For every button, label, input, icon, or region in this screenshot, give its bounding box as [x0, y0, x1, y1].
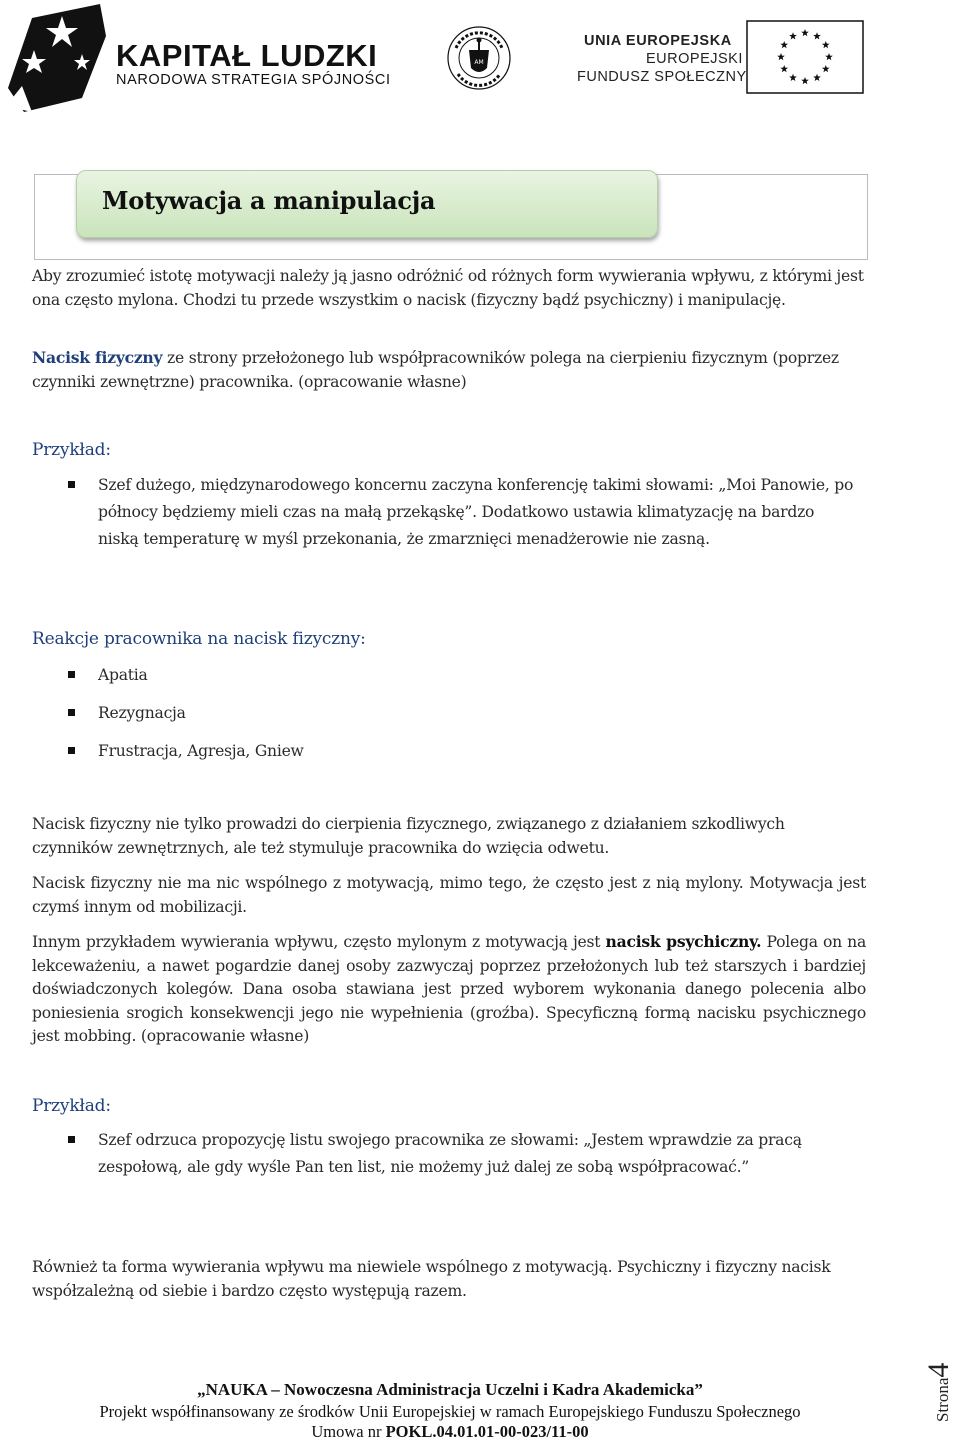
example-item: Szef dużego, międzynarodowego koncernu zaczyna konferencję takimi słowami: „Moi Panowie, po północy będziemy mieli czas na małą przekąskę”. Dodatkowo ustawia klimatyzację na bardzo niską temperaturę w myśl przekonania, że zmarznięci menadżerowie nie zasną. — [98, 476, 854, 548]
list-item: Apatia — [98, 666, 148, 684]
bullet-icon — [68, 481, 75, 488]
example-item-2: Szef odrzuca propozycję listu swojego pracownika ze słowami: „Jestem wprawdzie za pracą zespołową, ale gdy wyśle Pan ten list, nie możemy już dalej ze sobą współpracować.” — [98, 1131, 802, 1176]
akademia-morska-logo-icon — [446, 20, 512, 94]
kapital-ludzki-title: KAPITAŁ LUDZKI — [116, 38, 378, 73]
ue-subtitle-1: EUROPEJSKI — [646, 51, 743, 67]
example-heading: Przykład: — [32, 440, 111, 460]
eu-flag-icon — [746, 20, 864, 94]
nacisk-fizyczny-text: ze strony przełożonego lub współpracowników polega na cierpieniu fizycznym (poprzez czynniki zewnętrzne) pracownika. (opracowanie własne) — [32, 349, 839, 391]
page-number: Strona4 — [922, 1362, 955, 1422]
paragraph-3: Innym przykładem wywierania wpływu, często mylonym z motywacją jest nacisk psychiczny. Polega on na lekceważeniu, a nawet pogardzie danej osoby zazwyczaj poprzez przełożonych lub też starszych i bardziej doświadczonych kolegów. Dana osoba stawiana jest przed wyborem wykonania danego polecenia albo poniesienia srogich konsekwencji jego nie wypełnienia (groźba). Specyficzną formą nacisku psychicznego jest mobbing. (opracowanie własne) — [32, 932, 866, 1045]
footer-project-title: „NAUKA – Nowoczesna Administracja Uczelni i Kadra Akademicka” — [197, 1380, 703, 1399]
bullet-icon — [68, 709, 75, 716]
bullet-icon — [68, 747, 75, 754]
list-item: Frustracja, Agresja, Gniew — [98, 742, 304, 760]
example-heading-2: Przykład: — [32, 1096, 111, 1116]
ue-subtitle-2: FUNDUSZ SPOŁECZNY — [577, 69, 747, 85]
bullet-icon — [68, 671, 75, 678]
footer-contract: Umowa nr POKL.04.01.01-00-023/11-00 — [311, 1422, 589, 1441]
reactions-heading: Reakcje pracownika na nacisk fizyczny: — [32, 629, 366, 649]
kapital-ludzki-logo-icon — [2, 2, 112, 114]
footer-cofinanced: Projekt współfinansowany ze środków Unii Europejskiej w ramach Europejskiego Funduszu Społecznego — [99, 1402, 801, 1421]
svg-text:AM: AM — [474, 59, 484, 66]
list-item: Rezygnacja — [98, 704, 186, 722]
closing-paragraph: Również ta forma wywierania wpływu ma niewiele wspólnego z motywacją. Psychiczny i fizyczny nacisk współzależną od siebie i bardzo często występują razem. — [32, 1258, 831, 1300]
bullet-icon — [68, 1136, 75, 1143]
page-title: Motywacja a manipulacja — [102, 186, 436, 215]
footer-contract-number: POKL.04.01.01-00-023/11-00 — [385, 1422, 589, 1441]
ue-title: UNIA EUROPEJSKA — [584, 33, 732, 49]
nacisk-fizyczny-paragraph — [32, 346, 866, 394]
nacisk-psychiczny-term: nacisk psychiczny. — [605, 932, 762, 951]
intro-paragraph: Aby zrozumieć istotę motywacji należy ją jasno odróżnić od różnych form wywierania wpływu, z którymi jest ona często mylona. Chodzi tu przede wszystkim o nacisk (fizyczny bądź psychiczny) i manipulację. — [32, 267, 864, 309]
paragraph-2: Nacisk fizyczny nie ma nic wspólnego z motywacją, mimo tego, że często jest z nią mylony. Motywacja jest czymś innym od mobilizacji. — [32, 874, 866, 916]
kapital-ludzki-subtitle: NARODOWA STRATEGIA SPÓJNOŚCI — [116, 72, 391, 88]
nacisk-fizyczny-term: Nacisk fizyczny — [32, 348, 163, 367]
paragraph-1: Nacisk fizyczny nie tylko prowadzi do cierpienia fizycznego, związanego z działaniem szkodliwych czynników zewnętrznych, ale też stymuluje pracownika do wzięcia odwetu. — [32, 815, 785, 857]
